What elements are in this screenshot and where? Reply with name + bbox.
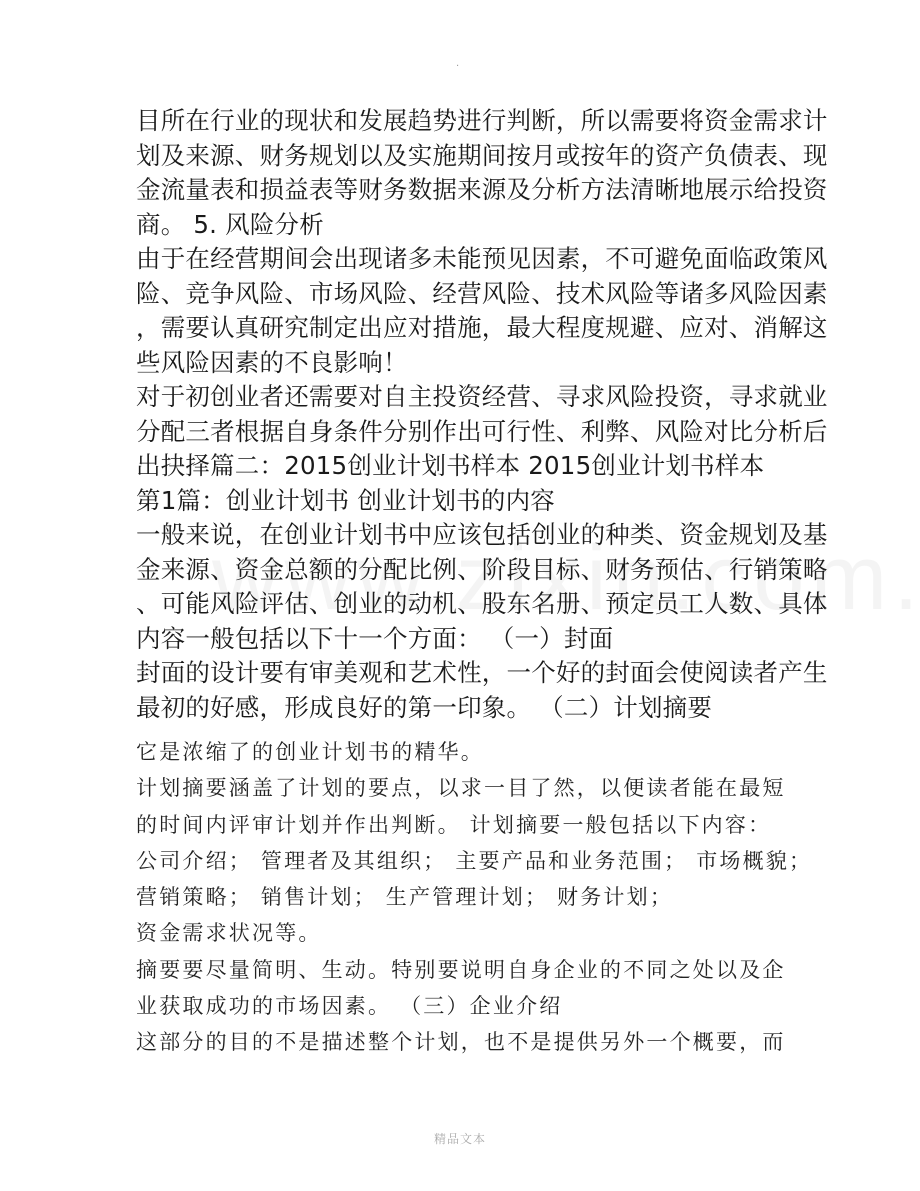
text-line: 一般来说，在创业计划书中应该包括创业的种类、资金规划及基 (136, 520, 828, 549)
text-line: 金来源、资金总额的分配比例、阶段目标、财务预估、行销策略 (136, 554, 828, 584)
text-line: 摘要要尽量简明、生动。特别要说明自身企业的不同之处以及企 (136, 957, 786, 982)
text-line: 最初的好感，形成良好的第一印象。 （二）计划摘要 (136, 692, 713, 722)
text-line: 出抉择篇二：2015创业计划书样本 2015创业计划书样本 (136, 451, 765, 480)
text-line: 它是浓缩了的创业计划书的精华。 (136, 740, 484, 764)
text-line: 营销策略； 销售计划； 生产管理计划； 财务计划； (136, 885, 674, 910)
text-line: 、可能风险评估、创业的动机、股东名册、预定员工人数、具体 (136, 589, 828, 618)
header-dot: . (456, 58, 460, 69)
text-line: 公司介绍； 管理者及其组织； 主要产品和业务范围； 市场概貌； (136, 848, 813, 873)
text-line: 些风险因素的不良影响！ (136, 347, 408, 377)
text-line: 封面的设计要有审美观和艺术性，一个好的封面会使阅读者产生 (136, 658, 828, 687)
footer-label: 精品文本 (433, 1132, 486, 1146)
text-line: 目所在行业的现状和发展趋势进行判断，所以需要将资金需求计 (136, 106, 828, 135)
text-line: 险、竞争风险、市场风险、经营风险、技术风险等诸多风险因素 (136, 278, 828, 308)
text-line: 由于在经营期间会出现诸多未能预见因素，不可避免面临政策风 (136, 244, 828, 273)
text-line: 计划摘要涵盖了计划的要点，以求一目了然，以便读者能在最短 (136, 776, 786, 801)
text-line: 划及来源、财务规划以及实施期间按月或按年的资产负债表、现 (136, 140, 828, 170)
text-line: 资金需求状况等。 (136, 921, 322, 946)
text-line: 的时间内评审计划并作出判断。 计划摘要一般包括以下内容： (136, 812, 772, 837)
body-text-section-2 (136, 734, 813, 1061)
text-line: 第1篇：创业计划书 创业计划书的内容 (136, 485, 555, 515)
text-line: 业获取成功的市场因素。 （三）企业介绍 (136, 994, 563, 1019)
text-line: ，需要认真研究制定出应对措施，最大程度规避、应对、消解这 (136, 313, 828, 342)
text-line: 对于初创业者还需要对自主投资经营、寻求风险投资，寻求就业 (136, 382, 828, 411)
body-text-section-1 (136, 104, 828, 725)
text-line: 分配三者根据自身条件分别作出可行性、利弊、风险对比分析后 (136, 416, 828, 446)
text-line: 金流量表和损益表等财务数据来源及分析方法清晰地展示给投资 (136, 175, 828, 204)
text-line: 内容一般包括以下十一个方面： （一）封面 (136, 623, 614, 653)
text-line: 这部分的目的不是描述整个计划，也不是提供另外一个概要，而 (136, 1030, 786, 1055)
text-line: 商。 5. 风险分析 (136, 209, 324, 239)
